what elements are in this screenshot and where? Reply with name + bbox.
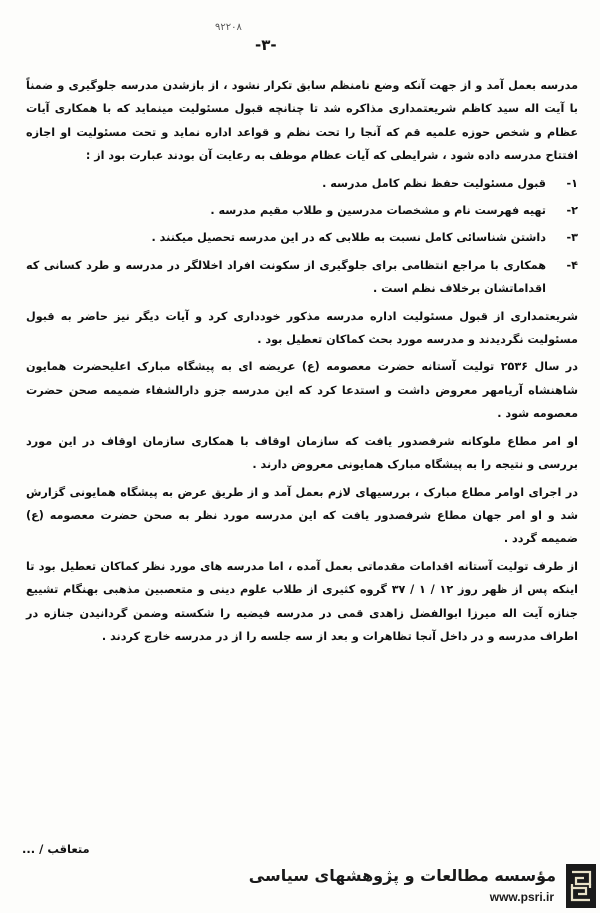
paragraph: از طرف تولیت آستانه اقدامات مقدماتی بعمل آمده ، اما مدرسه های مورد نظر کماکان تعطیل بود تا اینکه پس از ظهر روز ۱۲ / ۱ / ۳۷ گروه کثیری از طلاب علوم دینی و متعصبین مذهبی بهنگام تشییع جنازه آیت اله میرزا ابوالفضل زاهدی قمی در مدرسه فیضیه را شکسته وضمن گردانیدن جنازه در اطراف مدرسه و در داخل آنجا تظاهرات و بعد از سه جلسه را از در مدرسه خارج کردند . (26, 559, 578, 643)
psri-logo-icon (566, 864, 596, 908)
list-item-text: تهیه فهرست نام و مشخصات مدرسین و طلاب مقیم مدرسه . (210, 204, 546, 218)
paragraph: او امر مطاع ملوکانه شرفصدور یافت که سازمان اوقاف با همکاری سازمان اوقاف در این مورد بررسی و نتیجه را به پیشگاه مبارک همایونی معروض دارند . (26, 434, 578, 472)
page-number: -۳- (255, 36, 277, 54)
list-item-number: ۲- (566, 204, 578, 218)
list-item-text: داشتن شناسائی کامل نسبت به طلابی که در این مدرسه تحصیل میکنند . (151, 231, 546, 245)
paragraph: شریعتمداری از قبول مسئولیت اداره مدرسه مذکور خودداری کرد و آیات دیگر نیز حاضر به قبول مسئولیت نگردیدند و مدرسه مورد بحث کماکان تعطیل بود . (26, 309, 578, 347)
website-link[interactable]: www.psri.ir (489, 890, 554, 904)
list-item-text: قبول مسئولیت حفظ نظم کامل مدرسه . (322, 176, 546, 190)
list-item (26, 254, 578, 301)
paragraph: در اجرای اوامر مطاع مبارک ، بررسیهای لازم بعمل آمد و از طریق عرض به پیشگاه همایونی گزارش شد و او امر جهان مطاع شرفصدور یافت که این مدرسه مورد نظر به صحن حضرت معصومه (ع) ضمیمه گردد . (26, 485, 578, 546)
list-item-number: ۴- (566, 258, 578, 272)
list-item (26, 226, 578, 249)
list-item-number: ۱- (566, 176, 578, 190)
paragraph: در سال ۲۵۳۶ تولیت آستانه حضرت معصومه (ع) عریضه ای به پیشگاه مبارک اعلیحضرت همایون شاهنشاه آریامهر معروض داشت و استدعا کرد که این مدرسه جزو دارالشفاء ضمیمه صحن حضرت معصومه شود . (26, 360, 578, 421)
paragraph: مدرسه بعمل آمد و از جهت آنکه وضع نامنظم سابق تکرار نشود ، از بازشدن مدرسه جلوگیری و ضمناً با آیت اله سید کاظم شریعتمداری مذاکره شد تا چنانچه قبول مسئولیت مینماید که با همکاری آیات عظام و شخص حوزه علمیه قم که آنجا را تحت نظم و قواعد اداره نماید و تحت مسئولیت او اجازه افتتاح مدرسه داده شود ، شرایطی که آیات عظام موظف به رعایت آن بودند عبارت بود از : (26, 79, 578, 163)
list-item-number: ۳- (566, 231, 578, 245)
continued-note: متعاقب / ... (22, 842, 90, 856)
institute-name: مؤسسه مطالعات و پژوهشهای سیاسی (248, 866, 556, 885)
conditions-list (26, 172, 578, 301)
archive-stamp: ۹۲۲۰۸ (215, 22, 242, 33)
document-body (26, 74, 578, 652)
list-item (26, 172, 578, 195)
list-item-text: همکاری با مراجع انتظامی برای جلوگیری از سکونت افراد اخلالگر در مدرسه و طرد کسانی که اقداماتشان برخلاف نظم است . (26, 258, 546, 296)
list-item (26, 199, 578, 222)
